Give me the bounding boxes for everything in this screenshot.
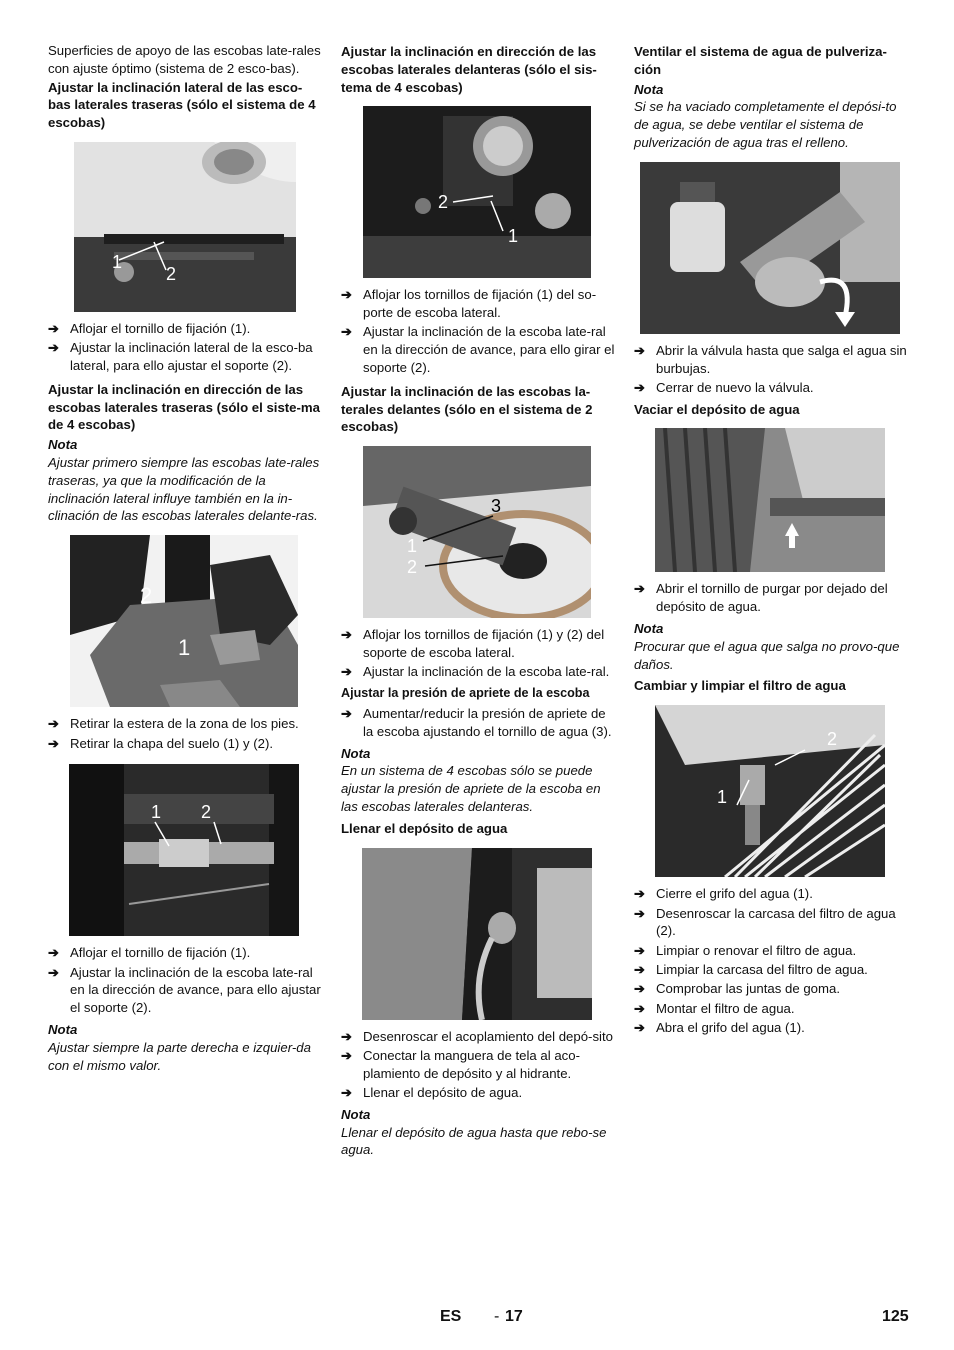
arrow-right-icon: ➔	[634, 379, 645, 395]
note-text: En un sistema de 4 escobas sólo se puede ajustar la presión de apriete de la escoba en las escobas laterales delanteras.	[341, 763, 601, 814]
heading-vent-spray-system: Ventilar el sistema de agua de pulveriza-ción	[634, 44, 887, 77]
arrow-right-icon: ➔	[48, 735, 59, 751]
heading-lateral-tilt-rear: Ajustar la inclinación lateral de las esco-bas laterales traseras (sólo el sistema de 4 escobas)	[48, 79, 316, 131]
heading-brush-pressure: Ajustar la presión de apriete de la escoba	[341, 686, 590, 701]
note-text: Procurar que el agua que salga no provo-que daños.	[634, 638, 900, 672]
heading-empty-water-tank: Vaciar el depósito de agua	[634, 401, 800, 417]
note-text: Ajustar siempre la parte derecha e izquier-da con el mismo valor.	[48, 1039, 311, 1073]
heading-tilt-front-2-brush: Ajustar la inclinación de las escobas la-terales delantes (sólo en el sistema de 2 escobas)	[341, 383, 593, 435]
note-label: Nota	[634, 621, 664, 637]
steps-fill-water-tank	[341, 1028, 617, 1102]
note-label: Nota	[341, 1106, 371, 1122]
note-label: Nota	[341, 745, 371, 761]
list-item: ➔ Desenroscar el acoplamiento del depó-sito	[341, 1028, 613, 1044]
note-text: Si se ha vaciado completamente el depósi-to de agua, se debe ventilar el sistema de pulverización de agua tras el relleno.	[634, 99, 897, 150]
arrow-right-icon: ➔	[634, 961, 645, 977]
photo-water-filter	[655, 705, 885, 877]
footer-language: ES	[440, 1308, 462, 1325]
heading-direction-tilt-rear: Ajustar la inclinación en dirección de las escobas laterales traseras (sólo el siste-ma de 4 escobas)	[48, 381, 320, 433]
arrow-right-icon: ➔	[634, 942, 645, 958]
photo-underbody-adjuster	[69, 764, 299, 936]
list-item: ➔ Retirar la chapa del suelo (1) y (2).	[48, 735, 274, 751]
arrow-right-icon: ➔	[48, 964, 59, 980]
column-3	[634, 42, 910, 1038]
note-label: Nota	[48, 437, 78, 453]
arrow-right-icon: ➔	[341, 1047, 352, 1063]
list-item: ➔ Ajustar la inclinación de la escoba late-ral en la dirección de avance, para ello girar el soporte (2).	[341, 324, 615, 376]
callout-2: 2	[140, 583, 153, 609]
list-item: ➔ Aflojar los tornillos de fijación (1) del so-porte de escoba lateral.	[341, 287, 597, 321]
list-item: ➔ Aflojar el tornillo de fijación (1).	[48, 945, 251, 961]
list-item: ➔ Desenroscar la carcasa del filtro de agua (2).	[634, 905, 896, 939]
heading-direction-tilt-front: Ajustar la inclinación en dirección de las escobas laterales delanteras (sólo el sis-tema de 4 escobas)	[341, 44, 597, 95]
heading-water-filter: Cambiar y limpiar el filtro de agua	[634, 678, 846, 694]
intro-text: Superficies de apoyo de las escobas late-rales con ajuste óptimo (sistema de 2 esco-bas).	[48, 43, 321, 76]
steps-empty-water-tank	[634, 580, 910, 616]
note-text: Llenar el depósito de agua hasta que rebo-se agua.	[341, 1124, 607, 1158]
steps-brush-pressure	[341, 705, 617, 741]
arrow-right-icon: ➔	[48, 340, 59, 356]
list-item: ➔ Comprobar las juntas de goma.	[634, 981, 840, 997]
arrow-right-icon: ➔	[341, 1028, 352, 1044]
column-2	[341, 42, 617, 1161]
arrow-right-icon: ➔	[634, 905, 645, 921]
steps-tilt-front-2-brush	[341, 626, 617, 681]
list-item: ➔ Ajustar la inclinación de la escoba late-ral.	[341, 664, 610, 680]
list-item: ➔ Cierre el grifo del agua (1).	[634, 886, 813, 902]
callout-1: 1	[178, 635, 191, 661]
list-item: ➔ Cerrar de nuevo la válvula.	[634, 379, 814, 395]
arrow-right-icon: ➔	[341, 324, 352, 340]
photo-water-tank-coupling	[362, 848, 592, 1020]
callout-3: 3	[491, 496, 502, 517]
note-label: Nota	[48, 1022, 78, 1038]
photo-rear-brush-mount	[74, 142, 296, 312]
arrow-right-icon: ➔	[634, 1000, 645, 1016]
steps-direction-tilt-front	[341, 286, 617, 376]
callout-2: 2	[166, 263, 177, 284]
callout-1: 1	[508, 226, 519, 247]
arrow-right-icon: ➔	[341, 705, 352, 721]
photo-floor-plate	[70, 535, 298, 707]
list-item: ➔ Abrir la válvula hasta que salga el agua sin burbujas.	[634, 342, 907, 376]
arrow-right-icon: ➔	[341, 287, 352, 303]
arrow-right-icon: ➔	[341, 1084, 352, 1100]
arrow-right-icon: ➔	[634, 581, 645, 597]
arrow-right-icon: ➔	[634, 342, 645, 358]
callout-2: 2	[201, 802, 212, 823]
steps-floor	[48, 715, 324, 752]
arrow-right-icon: ➔	[48, 716, 59, 732]
list-item: ➔ Aflojar el tornillo de fijación (1).	[48, 320, 251, 336]
list-item: ➔ Aflojar los tornillos de fijación (1) y (2) del soporte de escoba lateral.	[341, 627, 605, 661]
footer-section-page: 17	[505, 1308, 523, 1325]
photo-drain-plug	[655, 428, 885, 572]
list-item: ➔ Montar el filtro de agua.	[634, 1000, 795, 1016]
list-item: ➔ Limpiar la carcasa del filtro de agua.	[634, 961, 868, 977]
arrow-right-icon: ➔	[341, 627, 352, 643]
note-label: Nota	[634, 81, 664, 97]
list-item: ➔ Limpiar o renovar el filtro de agua.	[634, 942, 857, 958]
arrow-right-icon: ➔	[634, 1019, 645, 1035]
callout-2: 2	[438, 192, 449, 213]
list-item: ➔ Abrir el tornillo de purgar por dejado del depósito de agua.	[634, 581, 888, 615]
footer-page-number: 125	[882, 1308, 909, 1325]
list-item: ➔ Ajustar la inclinación de la escoba late-ral en la dirección de avance, para ello ajustar el soporte (2).	[48, 964, 321, 1016]
list-item: ➔ Ajustar la inclinación lateral de la esco-ba lateral, para ello ajustar el soporte (2).	[48, 340, 313, 374]
note-text: Ajustar primero siempre las escobas late-rales traseras, ya que la modificación de la inclinación lateral influye también en la in-clinación de las escobas laterales delante-ras.	[48, 455, 320, 524]
footer-dash: -	[494, 1308, 500, 1325]
photo-spray-valve	[640, 162, 900, 334]
callout-2: 2	[407, 557, 418, 578]
list-item: ➔ Llenar el depósito de agua.	[341, 1084, 523, 1100]
list-item: ➔ Aumentar/reducir la presión de apriete de la escoba ajustando el tornillo de agua (3).	[341, 705, 612, 739]
steps-water-filter	[634, 885, 910, 1036]
heading-fill-water-tank: Llenar el depósito de agua	[341, 820, 508, 836]
column-1	[48, 42, 324, 1076]
arrow-right-icon: ➔	[634, 981, 645, 997]
steps-lateral-tilt-rear	[48, 320, 324, 375]
arrow-right-icon: ➔	[341, 664, 352, 680]
callout-1: 1	[112, 251, 123, 272]
callout-1: 1	[407, 536, 418, 557]
steps-direction-tilt-rear	[48, 944, 324, 1017]
list-item: ➔ Abra el grifo del agua (1).	[634, 1019, 805, 1035]
list-item: ➔ Retirar la estera de la zona de los pies.	[48, 716, 299, 732]
list-item: ➔ Conectar la manguera de tela al aco-plamiento de depósito y al hidrante.	[341, 1047, 580, 1081]
steps-vent-spray-system	[634, 342, 910, 397]
callout-1: 1	[717, 787, 728, 808]
photo-side-brush	[363, 446, 591, 618]
callout-1: 1	[151, 802, 162, 823]
arrow-right-icon: ➔	[48, 945, 59, 961]
arrow-right-icon: ➔	[634, 886, 645, 902]
callout-2: 2	[827, 729, 838, 750]
arrow-right-icon: ➔	[48, 320, 59, 336]
photo-front-brush-mount	[363, 106, 591, 278]
